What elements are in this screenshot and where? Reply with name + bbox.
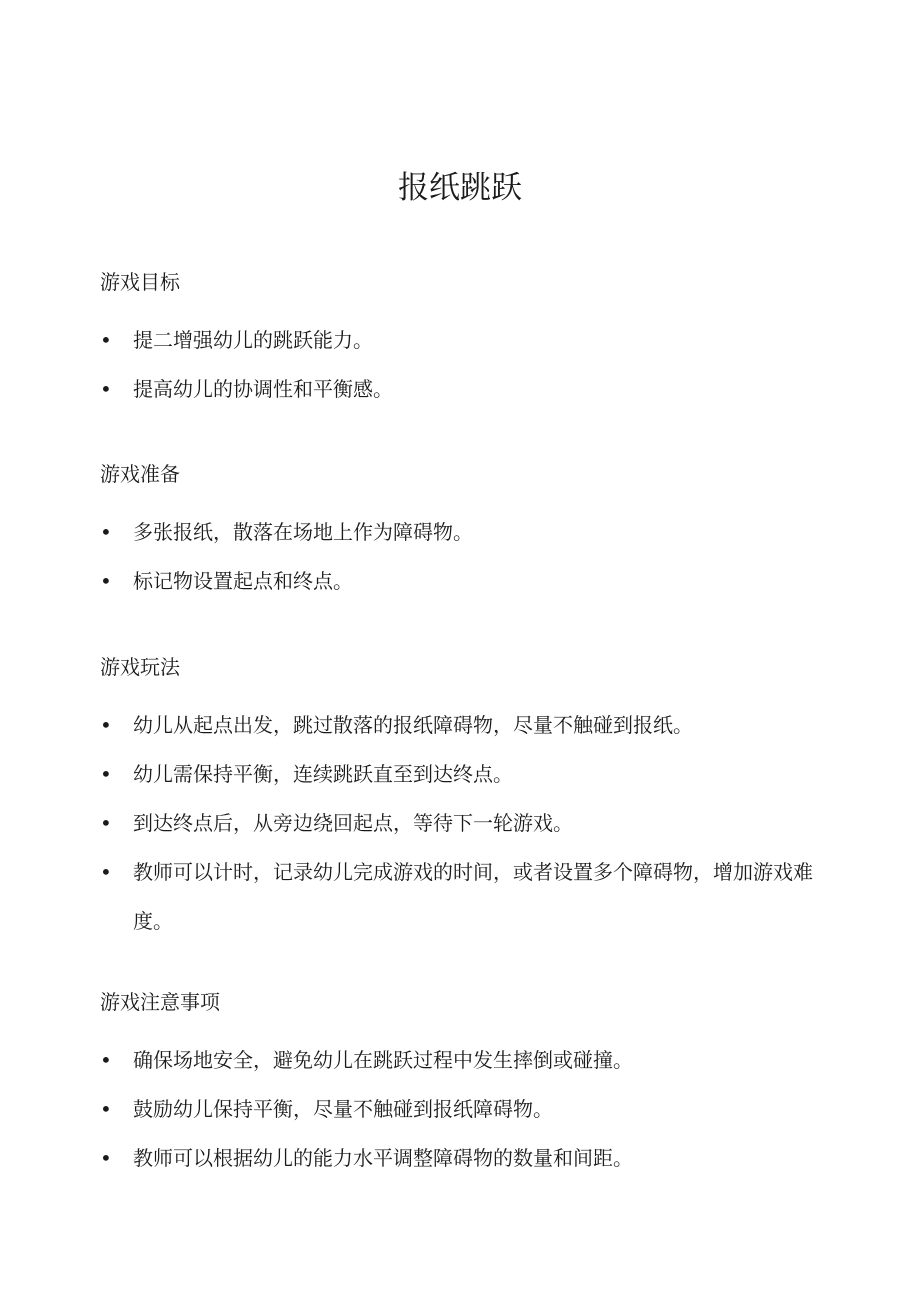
list-item	[100, 701, 820, 750]
list-item-text: 提高幼儿的协调性和平衡感。	[133, 377, 393, 401]
bullet-icon: •	[100, 860, 112, 884]
bullet-icon: •	[100, 1146, 112, 1170]
list-item	[100, 316, 820, 365]
bullet-icon: •	[100, 569, 112, 593]
list-item	[100, 365, 820, 414]
list-item-text: 教师可以根据幼儿的能力水平调整障碍物的数量和间距。	[133, 1146, 633, 1170]
section-heading: 游戏玩法	[100, 655, 180, 679]
list-item	[100, 799, 820, 848]
list-item-text: 幼儿从起点出发，跳过散落的报纸障碍物，尽量不触碰到报纸。	[133, 713, 693, 737]
bullet-icon: •	[100, 713, 112, 737]
bullet-icon: •	[100, 762, 112, 786]
bullet-list	[100, 701, 820, 946]
list-item-text: 确保场地安全，避免幼儿在跳跃过程中发生摔倒或碰撞。	[133, 1048, 633, 1072]
section-preparation	[100, 460, 820, 606]
list-item	[100, 1085, 820, 1134]
bullet-icon: •	[100, 328, 112, 352]
list-item	[100, 1036, 820, 1085]
bullet-icon: •	[100, 811, 112, 835]
list-item	[100, 557, 820, 606]
list-item-text: 提二增强幼儿的跳跃能力。	[133, 328, 373, 352]
list-item-text: 多张报纸，散落在场地上作为障碍物。	[133, 520, 473, 544]
list-item-text: 幼儿需保持平衡，连续跳跃直至到达终点。	[133, 762, 513, 786]
bullet-icon: •	[100, 1097, 112, 1121]
bullet-icon: •	[100, 377, 112, 401]
list-item-text: 教师可以计时，记录幼儿完成游戏的时间，或者设置多个障碍物，增加游戏难度。	[133, 860, 813, 933]
section-goal	[100, 268, 820, 414]
section-heading: 游戏注意事项	[100, 990, 220, 1014]
document-title: 报纸跳跃	[398, 170, 522, 206]
list-item	[100, 750, 820, 799]
list-item	[100, 848, 820, 946]
section-heading: 游戏目标	[100, 270, 180, 294]
section-heading: 游戏准备	[100, 462, 180, 486]
bullet-list	[100, 1036, 820, 1183]
bullet-icon: •	[100, 520, 112, 544]
bullet-list	[100, 508, 820, 606]
bullet-list	[100, 316, 820, 414]
list-item-text: 鼓励幼儿保持平衡，尽量不触碰到报纸障碍物。	[133, 1097, 553, 1121]
bullet-icon: •	[100, 1048, 112, 1072]
list-item-text: 标记物设置起点和终点。	[133, 569, 353, 593]
list-item	[100, 1134, 820, 1183]
section-gameplay	[100, 653, 820, 946]
list-item	[100, 508, 820, 557]
section-notes	[100, 988, 820, 1183]
list-item-text: 到达终点后，从旁边绕回起点，等待下一轮游戏。	[133, 811, 573, 835]
